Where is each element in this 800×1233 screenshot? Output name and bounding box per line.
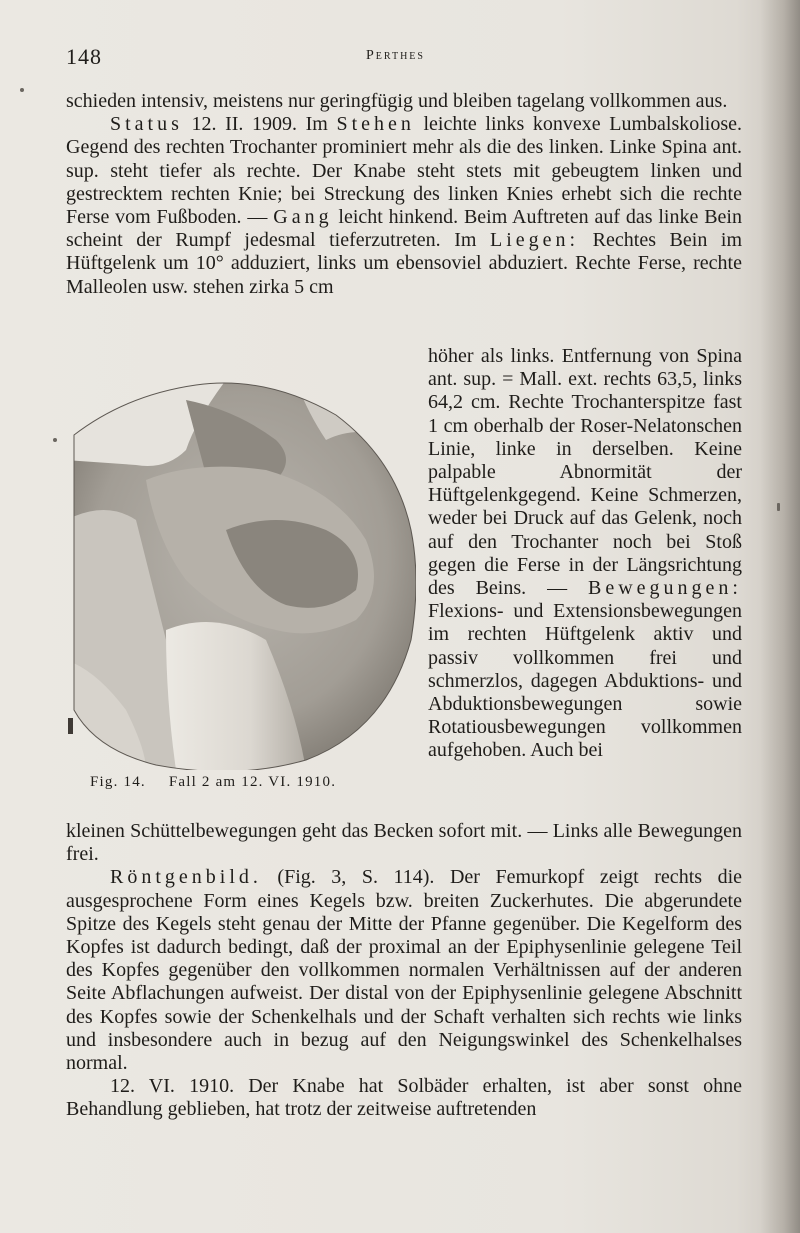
paragraph-5: 12. VI. 1910. Der Knabe hat Solbäder erhalten, ist aber sonst ohne Behandlung geblieben, hat trotz der zeitweise auftretenden [66, 1075, 742, 1121]
liegen-word: Liegen: [490, 229, 580, 252]
margin-speck [20, 88, 24, 92]
figure-caption [90, 774, 420, 791]
status-lead: Status [110, 113, 183, 136]
paragraph-3: kleinen Schüttelbewegungen geht das Becken sofort mit. — Links alle Bewegungen frei. [66, 820, 742, 866]
xray-image [66, 380, 416, 770]
stehen-word: Stehen [336, 113, 415, 136]
roentgen-lead: Röntgenbild. [110, 866, 262, 889]
status-text-4: Rechtes Bein im Hüftgelenk um 10° adduziert, links um ebensoviel abduziert. Rechte Ferse, rechte Malleolen usw. stehen zirka 5 cm [66, 229, 742, 298]
status-text-2: leichte links konvexe Lumbalskoliose. Gegend des rechten Trochanter prominiert mehr als die des linken. Linke Spina ant. sup. steht tiefer als rechte. Der Knabe steht stets mit gebeugtem linken und gestrecktem rechten Knie; bei Streckung des linken Knies erhebt sich die rechte Ferse vom Fußboden. — [66, 113, 743, 229]
page-header [66, 44, 742, 74]
spine-shadow [760, 0, 800, 1233]
margin-speck [53, 438, 57, 442]
bewegungen-word: Bewegungen: [588, 577, 742, 600]
xray-figure [66, 380, 416, 790]
roentgen-text: (Fig. 3, S. 114). Der Femurkopf zeigt rechts die ausgesprochene Form eines Kegels bzw. breiten Zuckerhutes. Die abgerundete Spitze des Kegels steht genau der Mitte der Pfanne gegenüber. Die Kegelform des Kopfes ist dadurch bedingt, daß der proximal an der Epiphysenlinie gelegene Teil des Kopfes gegenüber den vollkommen normalen Verhältnissen auf der anderen Seite Abflachungen aufweist. Der distal von der Epiphysenlinie gelegene Abschnitt des Kopfes sowie der Schenkelhals und der Schaft verhalten sich rechts wie links und insbesondere auch in bezug auf den Neigungswinkel des Schenkelhalses normal. [66, 866, 742, 1075]
running-head: Perthes [366, 48, 425, 63]
margin-speck [777, 503, 780, 511]
paragraph-roentgen [66, 866, 742, 1075]
caption-figure-number: Fig. 14. [90, 774, 146, 790]
side-text-2: Flexions- und Extensionsbewegungen im rechten Hüftgelenk aktiv und passiv vollkommen frei und schmerzlos, dagegen Abduktions- und Abduktionsbewegungen sowie Rotatiousbewegungen vollkommen aufgehoben. Auch bei [428, 600, 742, 762]
page-number: 148 [66, 44, 102, 69]
side-text-block [428, 345, 742, 763]
side-paragraph [428, 345, 742, 763]
caption-text: Fall 2 am 12. VI. 1910. [168, 774, 337, 790]
side-text-1: höher als links. Entfernung von Spina ant. sup. = Mall. ext. rechts 63,5, links 64,2 cm. Rechte Trochanterspitze fast 1 cm oberhalb der Roser-Nelatonschen Linie, linke in derselben. Keine palpable Abnormität der Hüftgelenkgegend. Keine Schmerzen, weder bei Druck auf das Gelenk, noch auf den Trochanter noch bei Stoß gegen die Ferse in der Längsrichtung des Beins. — [428, 345, 742, 600]
status-text-3: leicht hinkend. Beim Auftreten auf das linke Bein scheint der Rumpf jedesmal tieferzutreten. Im [66, 206, 742, 252]
top-text-block [66, 90, 742, 299]
bottom-text-block [66, 820, 742, 1122]
status-text-1: 12. II. 1909. Im [182, 113, 337, 136]
paragraph-status [66, 113, 742, 299]
gang-word: Gang [273, 206, 333, 229]
paragraph-1: schieden intensiv, meistens nur geringfügig und bleiben tagelang vollkommen aus. [66, 90, 728, 112]
